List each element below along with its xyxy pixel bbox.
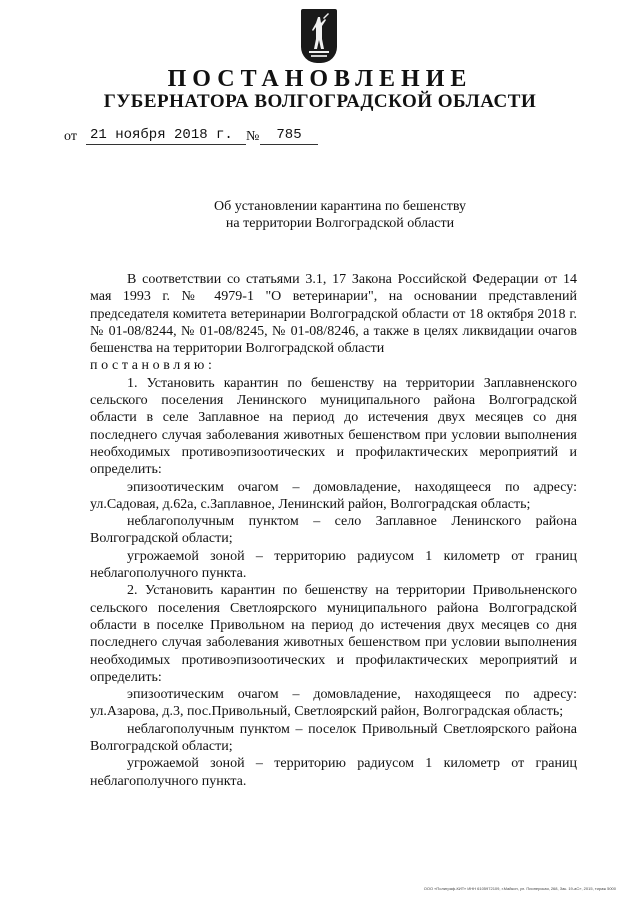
clause-2-focus: эпизоотическим очагом – домовладение, находящееся по адресу: ул.Азарова, д.3, пос.Привольный, Светлоярский район, Волгоградская область;	[90, 687, 577, 720]
clause-1-zone: угрожаемой зоной – территорию радиусом 1 километр от границ неблагополучного пункта.	[90, 548, 577, 582]
clause-1-paragraph: 1. Установить карантин по бешенству на территории Заплавненского сельского поселения Ленинского муниципального района Волгоградской области в селе Заплавное на период до истечения двух месяцев со дня последнего случая заболевания животных бешенством при условии выполнения необходимых противоэпизоотических и профилактических мероприятий и определить:	[90, 375, 577, 478]
subject-line: Об установлении карантина по бешенству	[214, 199, 466, 214]
clause-2-zone: угрожаемой зоной – территорию радиусом 1 километр от границ неблагополучного пункта.	[90, 756, 577, 789]
date-number-line	[64, 126, 364, 146]
subject-line: на территории Волгоградской области	[225, 216, 455, 231]
clause-2-paragraph: 2. Установить карантин по бешенству на территории Привольненского сельского поселения Светлоярского муниципального района Волгоградской области в поселке Привольном на период до истечения двух месяцев со дня последнего случая заболевания животных бешенством при условии выполнения необходимых противоэпизоотических и профилактических мероприятий и определить:	[90, 583, 577, 685]
document-date: 21 ноября 2018 г.	[86, 126, 246, 145]
document-subject	[140, 198, 540, 232]
clause-1-focus: эпизоотическим очагом – домовладение, находящееся по адресу: ул.Садовая, д.62а, с.Заплавное, Ленинский район, Волгоградская область;	[90, 479, 577, 512]
document-number: 785	[260, 126, 318, 145]
document-body	[90, 271, 577, 790]
decree-word: постановляю:	[90, 358, 216, 374]
number-sign: №	[246, 129, 260, 144]
issuer-title: ГУБЕРНАТОРА ВОЛГОГРАДСКОЙ ОБЛАСТИ	[103, 91, 537, 112]
document-type-title: ПОСТАНОВЛЕНИЕ	[167, 66, 473, 92]
volgograd-coat-of-arms-icon	[301, 9, 337, 63]
clause-1-point: неблагополучным пунктом – село Заплавное Ленинского района Волгоградской области;	[90, 514, 577, 547]
clause-2-point: неблагополучным пунктом – поселок Привольный Светлоярского района Волгоградской области;	[90, 721, 577, 755]
date-prefix: от	[64, 129, 77, 144]
printer-imprint: ООО «Полиграф-КИТ» ИНН 6105972109, г.Майкоп, ул. Пионерская, 268, Зак. 19-aС», 2015, тираж 5000	[423, 886, 616, 891]
preamble-paragraph: В соответствии со статьями 3.1, 17 Закона Российской Федерации от 14 мая 1993 г. № 4979-1 "О ветеринарии", на основании представлений председателя комитета ветеринарии Волгоградской области от 18 октября 2018 г. № 01-08/8244, № 01-08/8245, № 01-08/8246, а также в целях ликвидации очагов бешенства на территории Волгоградской области	[90, 272, 577, 357]
